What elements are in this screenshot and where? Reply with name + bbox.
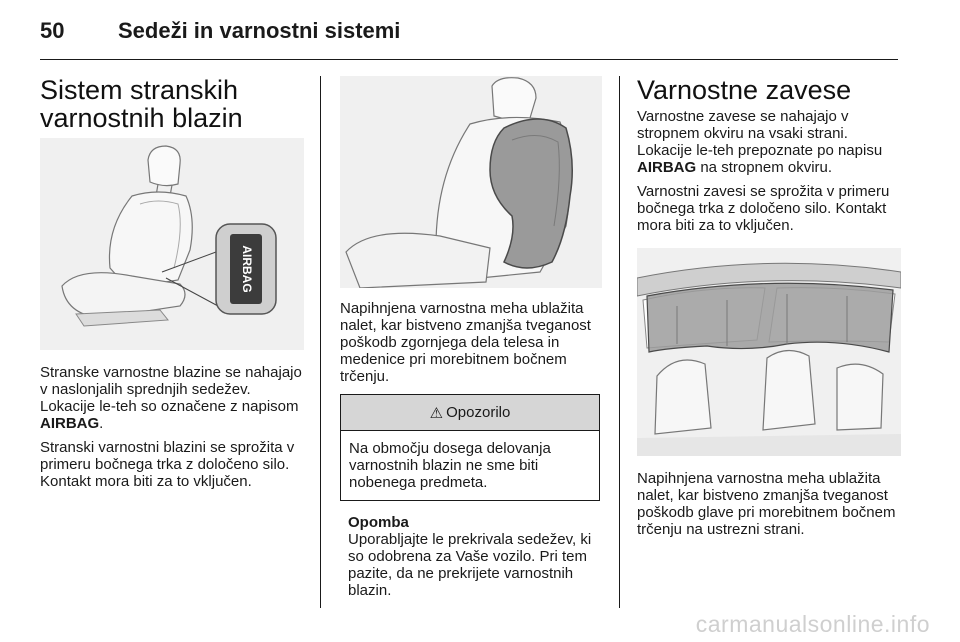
page-title: Sedeži in varnostni sistemi (118, 18, 401, 43)
page-header (0, 0, 960, 62)
paragraph-curtain-deploy: Varnostni zavesi se sprožita v primeru bočnega trka z določeno silo. Kontakt mora biti za to vključen. (637, 183, 890, 234)
figure-caption-curtain-airbag: Napihnjena varnostna meha ublažita nalet, kar bistveno zmanjša tveganost poškodb glave pri morebitnem bočnem trčenju na ustrezni strani. (637, 470, 896, 538)
paragraph-curtain-location: Varnostne zavese se nahajajo v stropnem okviru na vsaki strani. Lokacije le-teh prepoznate po napisu AIRBAG na stropnem okviru. (637, 108, 883, 176)
column-side-airbags (40, 76, 304, 490)
column-curtain-airbags (637, 76, 901, 538)
paragraph-side-airbag-deploy: Stranski varnostni blazini se sprožita v primeru bočnega trka z določeno silo. Kontakt mora biti za to vključen. (40, 439, 295, 490)
section-heading-side-airbags: Sistem stranskih varnostnih blazin (40, 75, 243, 133)
section-heading-curtain-airbags: Varnostne zavese (637, 75, 852, 105)
column-side-airbag-details (340, 76, 602, 599)
note-block (340, 514, 602, 599)
page-number: 50 (40, 18, 65, 43)
watermark: carmanualsonline.info (695, 611, 930, 637)
note-text: Uporabljajte le prekrivala sedežev, ki so odobrena za Vaše vozilo. Pri tem pazite, da ne prekrijete varnostnih blazin. (348, 531, 592, 599)
airbag-label-text: AIRBAG (239, 245, 254, 293)
curtain-airbag-figure (637, 248, 901, 456)
paragraph-side-airbag-location: Stranske varnostne blazine se nahajajo v naslonjalih sprednjih sedežev. Lokacije le-teh so označene z napisom AIRBAG. (40, 364, 302, 432)
warning-triangle-icon: ⚠ (429, 404, 444, 422)
warning-box (340, 394, 600, 501)
warning-title: Opozorilo (446, 404, 511, 421)
inflated-side-airbag-figure (340, 76, 602, 288)
column-divider-left (320, 76, 321, 608)
warning-text: Na območju dosega delovanja varnostnih blazin ne sme biti nobenega predmeta. (349, 440, 551, 491)
warning-header (341, 395, 599, 431)
figure-caption-side-airbag: Napihnjena varnostna meha ublažita nalet, kar bistveno zmanjša tveganost poškodb zgornjega dela telesa in medenice pri morebitnem bočnem trčenju. (340, 300, 591, 385)
column-divider-right (619, 76, 620, 608)
header-rule (40, 59, 898, 60)
note-title: Opomba (348, 514, 409, 531)
seat-airbag-label-figure (40, 138, 304, 350)
